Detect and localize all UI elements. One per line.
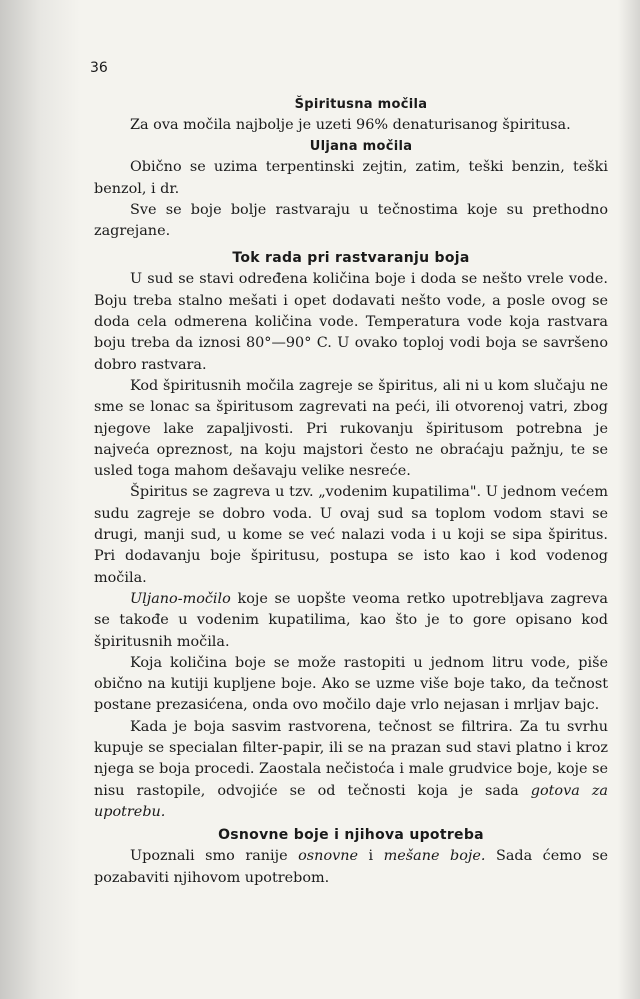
paragraph-tok-2: Kod špiritusnih močila zagreje se špiritus, ali ni u kom slučaju ne sme se lonac sa špiritusom zagrevati na peći, ili otvorenoj vatri, zbog njegove lake zapaljivosti. Pri rukovanju špiritusom potrebna je najveća opreznost, na koju majstori često ne obraćaju pažnju, te se usled toga mahom dešavaju velike nesreće.: [94, 377, 608, 480]
paragraph-tok-5: Koja količina boje se može rastopiti u jednom litru vode, piše obično na kutiji kupljene boje. Ako se uzme više boje tako, da tečnost postane prezasićena, onda ovo močilo daje vrlo nejasan i mrljav bajc.: [94, 654, 608, 714]
page-number: 36: [90, 60, 108, 76]
paragraph-osnovne-text-3: Sada ćemo se pozabaviti njihovom upotrebom.: [94, 848, 608, 886]
paragraph-uljana-1: Obično se uzima terpentinski zejtin, zatim, teški benzin, teški benzol, i dr.: [94, 159, 608, 197]
heading-spiritusna-mocila: Špiritusna močila: [294, 97, 428, 112]
paragraph-tok-4: [94, 589, 608, 653]
heading-uljana-mocila: Uljana močila: [309, 139, 413, 155]
paragraph-spiritusna: Za ova močila najbolje je uzeti 96% denaturisanog špiritusa.: [130, 117, 571, 133]
paragraph-osnovne: [94, 846, 608, 889]
paragraph-tok-4-text: koje se uopšte veoma retko upotrebljava zagreva se takođe u vodenim kupatilima, kao što je to gore opisano kod špiritusnih močila.: [94, 590, 608, 650]
paragraph-tok-3: Špiritus se zagreva u tzv. „vodenim kupatilima". U jednom većem sudu zagreje se dobro voda. U ovaj sud sa toplom vodom stavi se drugi, manji sud, u kome se već nalazi voda i u koji se sipa špiritus. Pri dodavanju boje špiritusu, postupa se isto kao i kod vodenog močila.: [94, 484, 608, 586]
paragraph-osnovne-text-2: i: [358, 848, 384, 865]
italic-mesane-boje: mešane boje.: [383, 848, 486, 865]
italic-osnovne: osnovne: [298, 848, 359, 865]
paragraph-uljana-2: Sve se boje bolje rastvaraju u tečnostima koje su prethodno zagrejane.: [94, 201, 608, 240]
heading-tok-rada: Tok rada pri rastvaranju boja: [232, 250, 470, 267]
paragraph-osnovne-text-1: Upoznali smo ranije: [130, 848, 299, 865]
paragraph-tok-6-text: Kada je boja sasvim rastvorena, tečnost se filtrira. Za tu svrhu kupuje se specialan filter-papir, ili se na prazan sud stavi platno i kroz njega se boja procedi. Zaostala nečistoća i male grudvice boje, koje se nisu rastopile, odvojiće se od tečnosti koja je sada: [94, 718, 608, 799]
heading-osnovne-boje: Osnovne boje i njihova upotreba: [218, 827, 484, 844]
italic-gotova-za-upotrebu: gotova za upotrebu.: [94, 782, 608, 820]
italic-uljano-mocilo: Uljano-močilo: [130, 590, 231, 607]
paragraph-tok-6: [94, 717, 608, 823]
paragraph-tok-1: U sud se stavi određena količina boje i doda se nešto vrele vode. Boju treba stalno mešati i opet dodavati nešto vode, a posle ovog se doda cela odmerena količina vode. Temperatura vode koja rastvara boju treba da iznosi 80°—90° C. U ovako toploj vodi boja se savršeno dobro rastvara.: [94, 271, 608, 373]
